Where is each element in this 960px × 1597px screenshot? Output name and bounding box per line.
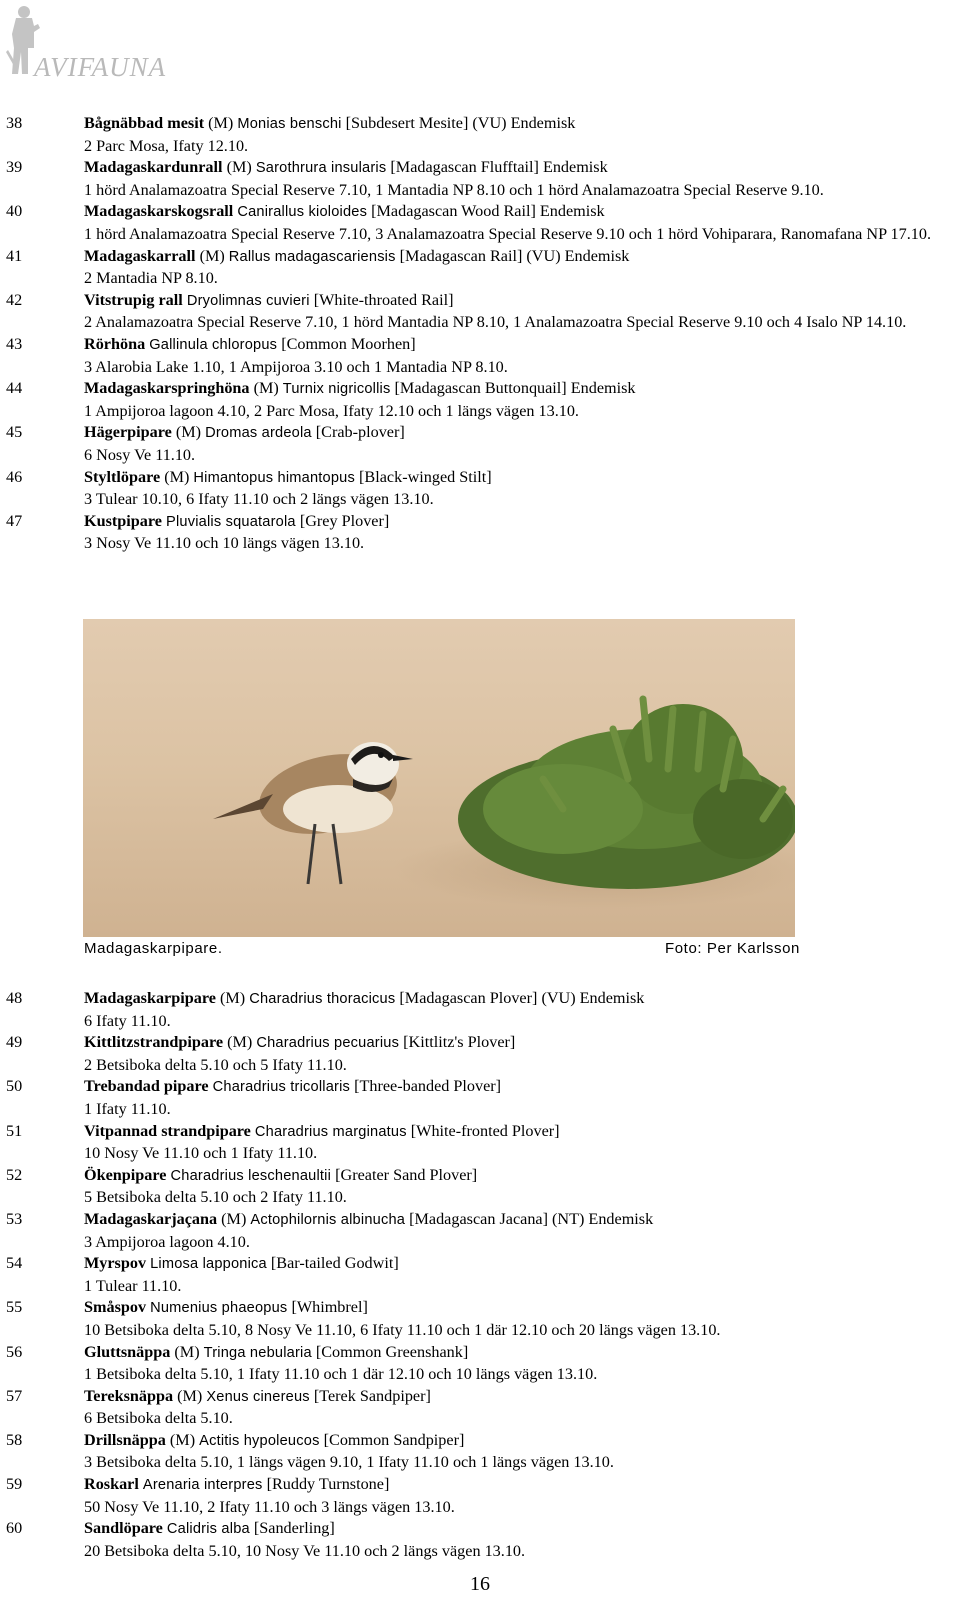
species-swedish-name: Hägerpipare <box>84 423 172 442</box>
entry-number: 41 <box>6 246 23 265</box>
species-entry <box>0 467 960 511</box>
entry-body <box>84 1474 954 1518</box>
entry-title-line <box>84 511 954 534</box>
entry-body <box>84 1386 954 1430</box>
entry-observations: 3 Ampijoroa lagoon 4.10. <box>84 1232 250 1251</box>
entry-number: 54 <box>6 1254 23 1273</box>
entry-body <box>84 1076 954 1120</box>
entry-body <box>84 157 954 201</box>
species-scientific-name: Gallinula chloropus <box>149 336 278 353</box>
species-scientific-name: Charadrius tricollaris <box>212 1079 351 1096</box>
entry-observations: 6 Nosy Ve 11.10. <box>84 445 196 464</box>
entry-title-line <box>84 988 954 1011</box>
species-swedish-name: Drillsnäppa <box>84 1430 166 1449</box>
species-scientific-name: Arenaria interpres <box>142 1477 263 1494</box>
entry-observations: 6 Betsiboka delta 5.10. <box>84 1409 233 1428</box>
entry-observations: 1 Betsiboka delta 5.10, 1 Ifaty 11.10 och 1 där 12.10 och 10 längs vägen 13.10. <box>84 1365 598 1384</box>
species-mark: (M) <box>215 989 250 1007</box>
entry-number: 59 <box>6 1475 23 1494</box>
entry-number: 42 <box>6 290 23 309</box>
species-scientific-name: Xenus cinereus <box>206 1388 310 1405</box>
species-scientific-name: Actophilornis albinucha <box>250 1211 406 1228</box>
species-scientific-name: Turnix nigricollis <box>282 381 391 398</box>
entry-body <box>84 1297 954 1341</box>
species-scientific-name: Tringa nebularia <box>203 1344 312 1361</box>
entry-number: 44 <box>6 379 23 398</box>
species-english-name-status: [Three-banded Plover] <box>350 1077 502 1096</box>
entry-number: 46 <box>6 467 23 486</box>
species-english-name-status: [Madagascan Rail] (VU) Endemisk <box>395 246 630 265</box>
entry-number: 48 <box>6 989 23 1007</box>
entry-body <box>84 988 954 1032</box>
entry-title-line <box>84 1209 954 1232</box>
species-english-name-status: [Subdesert Mesite] (VU) Endemisk <box>341 114 576 132</box>
species-scientific-name: Charadrius marginatus <box>254 1123 407 1140</box>
species-swedish-name: Madagaskarskogsrall <box>84 202 234 221</box>
entry-body <box>84 1253 954 1297</box>
entry-title-line <box>84 246 954 269</box>
species-scientific-name: Charadrius leschenaultii <box>170 1167 332 1184</box>
species-swedish-name: Myrspov <box>84 1254 147 1273</box>
entry-title-line <box>84 1121 954 1144</box>
entry-body <box>84 422 954 466</box>
species-english-name-status: [Kittlitz's Plover] <box>399 1033 516 1052</box>
entry-observations: 20 Betsiboka delta 5.10, 10 Nosy Ve 11.10 och 2 längs vägen 13.10. <box>84 1541 526 1560</box>
species-mark: (M) <box>173 1386 207 1405</box>
entry-body <box>84 1430 954 1474</box>
species-mark: (M) <box>222 158 256 177</box>
species-english-name-status: [Whimbrel] <box>287 1298 368 1317</box>
entry-title-line <box>84 422 954 445</box>
entry-observations: 3 Betsiboka delta 5.10, 1 längs vägen 9.10, 1 Ifaty 11.10 och 1 längs vägen 13.10. <box>84 1453 614 1472</box>
entry-number: 55 <box>6 1298 23 1317</box>
species-swedish-name: Kittlitzstrandpipare <box>84 1033 224 1052</box>
species-swedish-name: Sandlöpare <box>84 1519 163 1538</box>
species-entry <box>0 1121 960 1165</box>
entry-number: 50 <box>6 1077 23 1096</box>
madagascar-plover-image <box>83 619 795 937</box>
species-swedish-name: Madagaskarjaçana <box>84 1209 218 1228</box>
species-mark: (M) <box>204 114 238 132</box>
species-scientific-name: Himantopus himantopus <box>193 469 355 486</box>
species-entry <box>0 1076 960 1120</box>
entry-title-line <box>84 1430 954 1453</box>
entry-number: 45 <box>6 423 23 442</box>
species-entry <box>0 334 960 378</box>
species-english-name-status: [White-fronted Plover] <box>406 1121 560 1140</box>
entry-title-line <box>84 201 954 224</box>
species-swedish-name: Roskarl <box>84 1475 139 1494</box>
entry-title-line <box>84 1518 954 1541</box>
entry-body <box>84 201 954 245</box>
photo-credit: Foto: Per Karlsson <box>664 940 800 957</box>
species-scientific-name: Sarothrura insularis <box>255 160 387 177</box>
species-scientific-name: Pluvialis squatarola <box>166 513 296 530</box>
species-scientific-name: Numenius phaeopus <box>150 1300 288 1317</box>
species-english-name-status: [Bar-tailed Godwit] <box>266 1254 399 1273</box>
species-mark: (M) <box>171 423 206 442</box>
species-swedish-name: Trebandad pipare <box>84 1077 209 1096</box>
species-mark: (M) <box>170 1342 204 1361</box>
entry-title-line <box>84 1297 954 1320</box>
species-entry <box>0 157 960 201</box>
entry-title-line <box>84 334 954 357</box>
entry-title-line <box>84 157 954 180</box>
species-entry <box>0 1253 960 1297</box>
entry-observations: 1 Ampijoroa lagoon 4.10, 2 Parc Mosa, Ifaty 12.10 och 1 längs vägen 13.10. <box>84 401 579 420</box>
entry-number: 51 <box>6 1121 23 1140</box>
species-scientific-name: Canirallus kioloides <box>237 204 368 221</box>
entry-body <box>84 467 954 511</box>
entry-observations: 1 Tulear 11.10. <box>84 1276 182 1295</box>
species-swedish-name: Vitstrupig rall <box>84 290 183 309</box>
entry-title-line <box>84 378 954 401</box>
entry-title-line <box>84 467 954 490</box>
entry-observations: 2 Betsiboka delta 5.10 och 5 Ifaty 11.10. <box>84 1055 347 1074</box>
species-mark: (M) <box>195 246 229 265</box>
species-scientific-name: Calidris alba <box>166 1521 250 1538</box>
species-english-name-status: [Madagascan Wood Rail] Endemisk <box>367 202 605 221</box>
species-entry <box>0 290 960 334</box>
species-list-top <box>0 113 960 555</box>
entry-observations: 3 Nosy Ve 11.10 och 10 längs vägen 13.10. <box>84 534 365 553</box>
species-english-name-status: [Madagascan Buttonquail] Endemisk <box>390 379 636 398</box>
species-english-name-status: [Madagascan Plover] (VU) Endemisk <box>395 989 645 1007</box>
species-entry <box>0 201 960 245</box>
species-swedish-name: Kustpipare <box>84 511 162 530</box>
entry-observations: 2 Mantadia NP 8.10. <box>84 269 218 288</box>
species-scientific-name: Limosa lapponica <box>150 1256 267 1273</box>
entry-body <box>84 1209 954 1253</box>
entry-observations: 1 hörd Analamazoatra Special Reserve 7.10, 1 Mantadia NP 8.10 och 1 hörd Analamazoatra Special Reserve 9.10. <box>84 180 824 199</box>
species-mark: (M) <box>165 1430 200 1449</box>
species-mark: (M) <box>249 379 283 398</box>
entry-body <box>84 1032 954 1076</box>
species-mark: (M) <box>160 467 194 486</box>
entry-number: 49 <box>6 1033 23 1052</box>
species-swedish-name: Rörhöna <box>84 334 146 353</box>
species-entry <box>0 1430 960 1474</box>
entry-number: 53 <box>6 1209 23 1228</box>
entry-body <box>84 113 954 157</box>
species-entry <box>0 1032 960 1076</box>
entry-title-line <box>84 1032 954 1055</box>
species-swedish-name: Styltlöpare <box>84 467 161 486</box>
species-entry <box>0 246 960 290</box>
entry-title-line <box>84 1342 954 1365</box>
entry-number: 38 <box>6 114 23 132</box>
species-english-name-status: [Madagascan Flufftail] Endemisk <box>386 158 608 177</box>
entry-body <box>84 378 954 422</box>
entry-number: 40 <box>6 202 23 221</box>
species-entry <box>0 378 960 422</box>
photo-caption: Madagaskarpipare. <box>84 940 223 957</box>
entry-number: 52 <box>6 1165 23 1184</box>
entry-title-line <box>84 113 954 136</box>
entry-observations: 2 Analamazoatra Special Reserve 7.10, 1 hörd Mantadia NP 8.10, 1 Analamazoatra Special Reserve 9.10 och 4 Isalo NP 14.10. <box>84 313 907 332</box>
entry-body <box>84 1121 954 1165</box>
species-english-name-status: [Sanderling] <box>249 1519 335 1538</box>
entry-number: 47 <box>6 511 23 530</box>
entry-body <box>84 1342 954 1386</box>
page-number: 16 <box>470 1573 490 1595</box>
species-scientific-name: Charadrius pecuarius <box>256 1035 400 1052</box>
species-swedish-name: Madagaskarrall <box>84 246 196 265</box>
entry-body <box>84 1165 954 1209</box>
species-mark: (M) <box>223 1033 257 1052</box>
entry-observations: 5 Betsiboka delta 5.10 och 2 Ifaty 11.10. <box>84 1188 347 1207</box>
entry-number: 57 <box>6 1386 23 1405</box>
species-swedish-name: Madagaskarpipare <box>84 989 216 1007</box>
species-english-name-status: [Ruddy Turnstone] <box>262 1475 390 1494</box>
species-english-name-status: [Grey Plover] <box>295 511 390 530</box>
species-swedish-name: Vitpannad strandpipare <box>84 1121 251 1140</box>
species-entry <box>0 988 960 1032</box>
species-english-name-status: [Common Sandpiper] <box>319 1430 465 1449</box>
entry-title-line <box>84 1474 954 1497</box>
species-english-name-status: [Black-winged Stilt] <box>355 467 492 486</box>
species-entry <box>0 511 960 555</box>
entry-observations: 50 Nosy Ve 11.10, 2 Ifaty 11.10 och 3 längs vägen 13.10. <box>84 1497 455 1516</box>
entry-observations: 10 Nosy Ve 11.10 och 1 Ifaty 11.10. <box>84 1144 318 1163</box>
entry-number: 39 <box>6 158 23 177</box>
entry-observations: 1 Ifaty 11.10. <box>84 1099 171 1118</box>
species-mark: (M) <box>217 1209 251 1228</box>
species-entry <box>0 1474 960 1518</box>
entry-number: 58 <box>6 1430 23 1449</box>
entry-observations: 10 Betsiboka delta 5.10, 8 Nosy Ve 11.10, 6 Ifaty 11.10 och 1 där 12.10 och 20 längs vägen 13.10. <box>84 1320 721 1339</box>
species-entry <box>0 1518 960 1562</box>
entry-title-line <box>84 1076 954 1099</box>
species-scientific-name: Dryolimnas cuvieri <box>186 292 310 309</box>
species-scientific-name: Monias benschi <box>237 116 342 132</box>
entry-observations: 3 Tulear 10.10, 6 Ifaty 11.10 och 2 längs vägen 13.10. <box>84 490 434 509</box>
species-english-name-status: [Greater Sand Plover] <box>331 1165 478 1184</box>
species-swedish-name: Tereksnäppa <box>84 1386 174 1405</box>
entry-body <box>84 290 954 334</box>
species-english-name-status: [Common Greenshank] <box>311 1342 469 1361</box>
species-entry <box>0 1386 960 1430</box>
species-swedish-name: Småspov <box>84 1298 147 1317</box>
entry-number: 43 <box>6 334 23 353</box>
species-scientific-name: Dromas ardeola <box>205 425 312 442</box>
species-entry <box>0 1342 960 1386</box>
species-scientific-name: Rallus madagascariensis <box>228 248 396 265</box>
entry-body <box>84 334 954 378</box>
entry-title-line <box>84 1253 954 1276</box>
entry-title-line <box>84 1165 954 1188</box>
species-swedish-name: Madagaskardunrall <box>84 158 223 177</box>
species-swedish-name: Gluttsnäppa <box>84 1342 171 1361</box>
species-scientific-name: Charadrius thoracicus <box>249 991 396 1007</box>
entry-observations: 2 Parc Mosa, Ifaty 12.10. <box>84 136 249 155</box>
entry-number: 60 <box>6 1519 23 1538</box>
entry-number: 56 <box>6 1342 23 1361</box>
species-entry <box>0 1209 960 1253</box>
species-entry <box>0 1165 960 1209</box>
species-english-name-status: [White-throated Rail] <box>309 290 454 309</box>
entry-observations: 6 Ifaty 11.10. <box>84 1011 171 1030</box>
species-english-name-status: [Terek Sandpiper] <box>309 1386 431 1405</box>
logo-text: AVIFAUNA <box>34 52 167 82</box>
species-scientific-name: Actitis hypoleucos <box>199 1432 320 1449</box>
bird-photo <box>83 619 795 937</box>
species-entry <box>0 1297 960 1341</box>
species-english-name-status: [Common Moorhen] <box>277 334 416 353</box>
entry-observations: 1 hörd Analamazoatra Special Reserve 7.10, 3 Analamazoatra Special Reserve 9.10 och 1 hörd Vohiparara, Ranomafana NP 17.10. <box>84 224 932 243</box>
entry-body <box>84 511 954 555</box>
entry-body <box>84 246 954 290</box>
species-swedish-name: Bågnäbbad mesit <box>84 114 205 132</box>
entry-title-line <box>84 1386 954 1409</box>
species-entry <box>0 113 960 157</box>
entry-observations: 3 Alarobia Lake 1.10, 1 Ampijoroa 3.10 och 1 Mantadia NP 8.10. <box>84 357 508 376</box>
species-english-name-status: [Crab-plover] <box>311 423 405 442</box>
avifauna-logo <box>4 4 184 82</box>
entry-body <box>84 1518 954 1562</box>
species-english-name-status: [Madagascan Jacana] (NT) Endemisk <box>405 1209 654 1228</box>
species-list-bottom <box>0 988 960 1562</box>
species-swedish-name: Madagaskarspringhöna <box>84 379 250 398</box>
species-swedish-name: Ökenpipare <box>84 1165 167 1184</box>
entry-title-line <box>84 290 954 313</box>
species-entry <box>0 422 960 466</box>
